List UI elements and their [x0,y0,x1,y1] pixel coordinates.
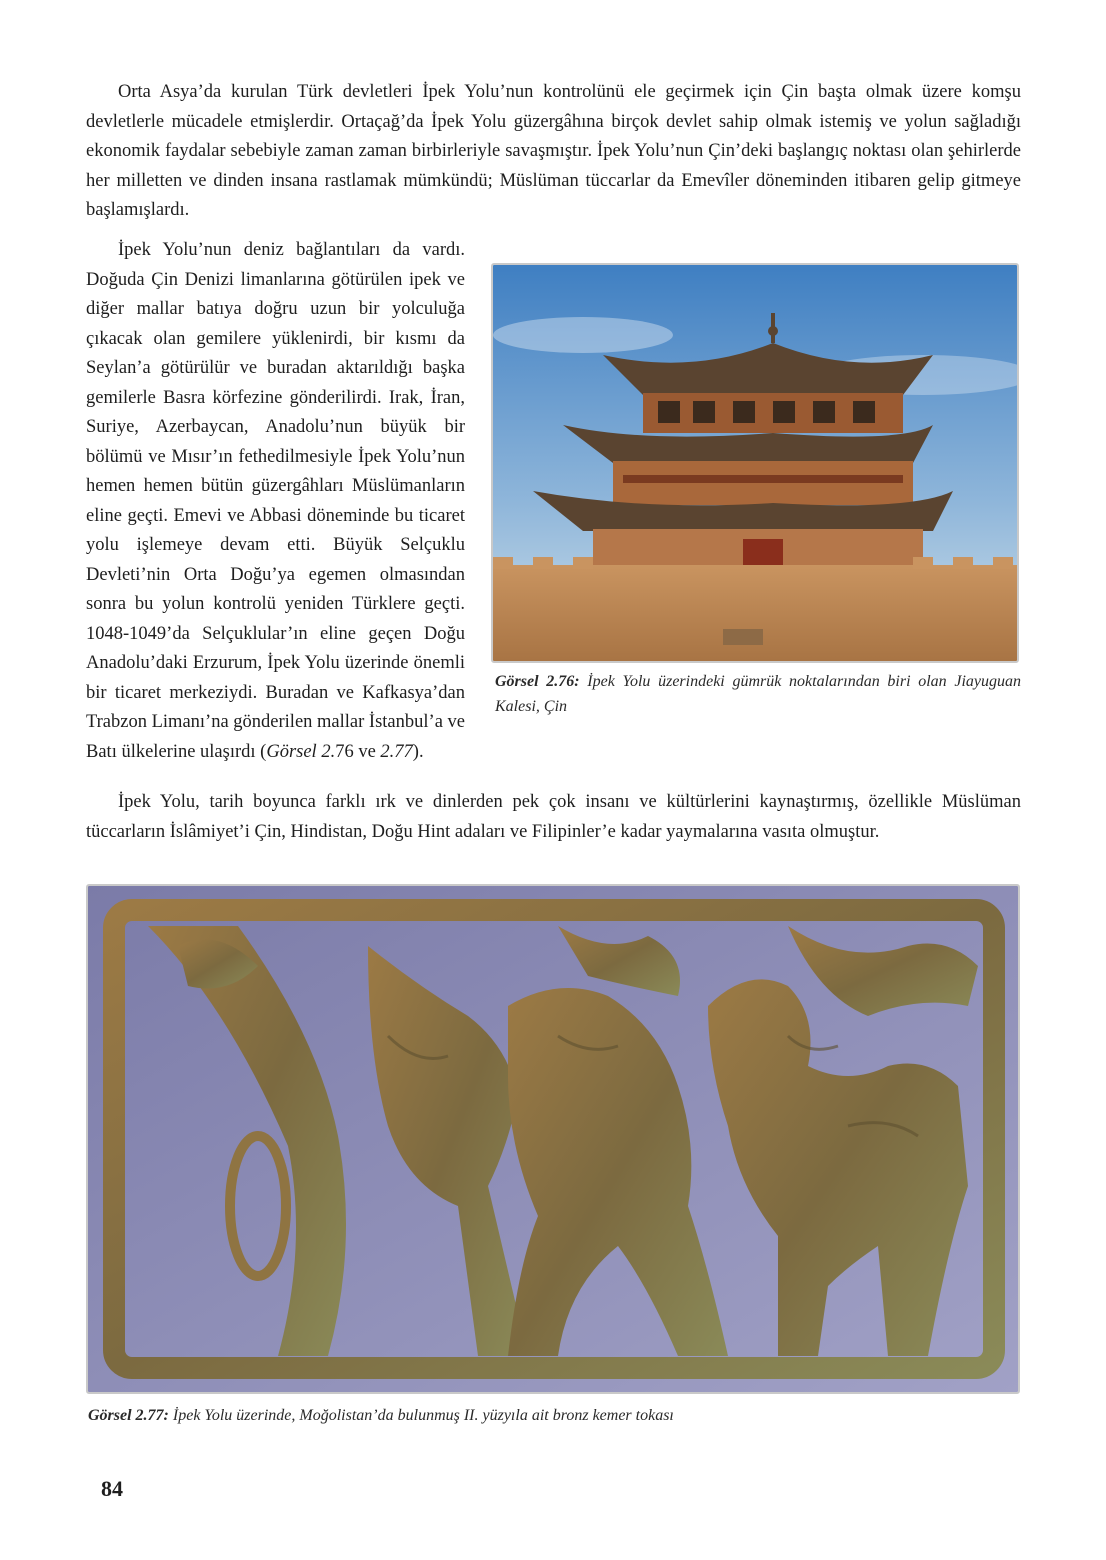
figure2-caption-text: İpek Yolu üzerinde, Moğolistan’da bulunmuş II. yüzyıla ait bronz kemer tokası [168,1407,674,1424]
paragraph-cultural-mixing: İpek Yolu, tarih boyunca farklı ırk ve dinlerden pek çok insanı ve kültürlerini kaynaştırmış, özellikle Müslüman tüccarların İslâmiyet’i Çin, Hindistan, Doğu Hint adaları ve Filipinler’e kadar yaymalarına vasıta olmuştur. [86,792,1021,842]
figure1-caption [495,669,1021,719]
figure-ref-2: 2.77 [380,741,413,762]
figure1-label: Görsel 2.76: [495,673,580,690]
figure-ref-and: ve [353,741,381,762]
bronze-belt-buckle-image [86,884,1020,1394]
figure2-caption [88,1403,674,1428]
figure-jiayuguan [491,263,1021,719]
jiayuguan-fortress-image [491,263,1019,663]
paragraph-intro: Orta Asya’da kurulan Türk devletleri İpek Yolu’nun kontrolünü ele geçirmek için Çin başta olmak üzere komşu devletlerle mücadele etmişlerdir. Ortaçağ’da İpek Yolu güzergâhına birçok devlet sahip olmak istemiş ve yolun sağladığı ekonomik faydalar sebebiyle zaman zaman birbirleriyle savaşmıştır. İpek Yolu’nun Çin’deki başlangıç noktası olan şehirlerde her milletten ve dinden insana rastlamak mümkündü; Müslüman tüccarlar da Emevîler döneminden itibaren gelip gitmeye başlamışlardı. [86,82,1021,220]
figure2-label: Görsel 2.77: [88,1407,169,1424]
figure-ref-1-num: 76 [335,741,354,762]
figure-ref-1: Görsel 2. [266,741,336,762]
figure1-caption-text: İpek Yolu üzerindeki gümrük noktalarından biri olan Jiayuguan Kalesi, Çin [495,673,1022,715]
paragraph2-text: İpek Yolu’nun deniz bağlantıları da vardı. Doğuda Çin Denizi limanlarına götürülen ipek ve diğer mallar batıya doğru uzun bir yolculuğa çıkacak olan gemilere yüklenirdi, bir kısmı da Seylan’a götürülür ve buradan aktarıldığı başka gemilerle Basra körfezine gönderilirdi. Irak, İran, Suriye, Azerbaycan, Anadolu’nun büyük bir bölümü ve Mısır’ın fethedilmesiyle İpek Yolu’nun hemen hemen bütün güzergâhları Müslümanların eline geçti. Emevi ve Abbasi döneminde bu ticaret yolu işlemeye devam etti. Büyük Selçuklu Devleti’nin Orta Doğu’ya egemen olmasından sonra bu yolun kontrolü yeniden Türklere geçti. 1048-1049’da Selçuklular’ın eline geçen Doğu Anadolu’daki Erzurum, İpek Yolu üzerinde önemli bir ticaret merkeziydi. Buradan ve Kafkasya’dan Trabzon Limanı’na gönderilen mallar İstanbul’a ve Batı ülkelerine ulaşırdı ( [86,240,465,762]
page-number: 84 [101,1476,123,1501]
paragraph2-end: ). [412,741,424,762]
paragraph-sea-routes-block [86,236,1021,767]
